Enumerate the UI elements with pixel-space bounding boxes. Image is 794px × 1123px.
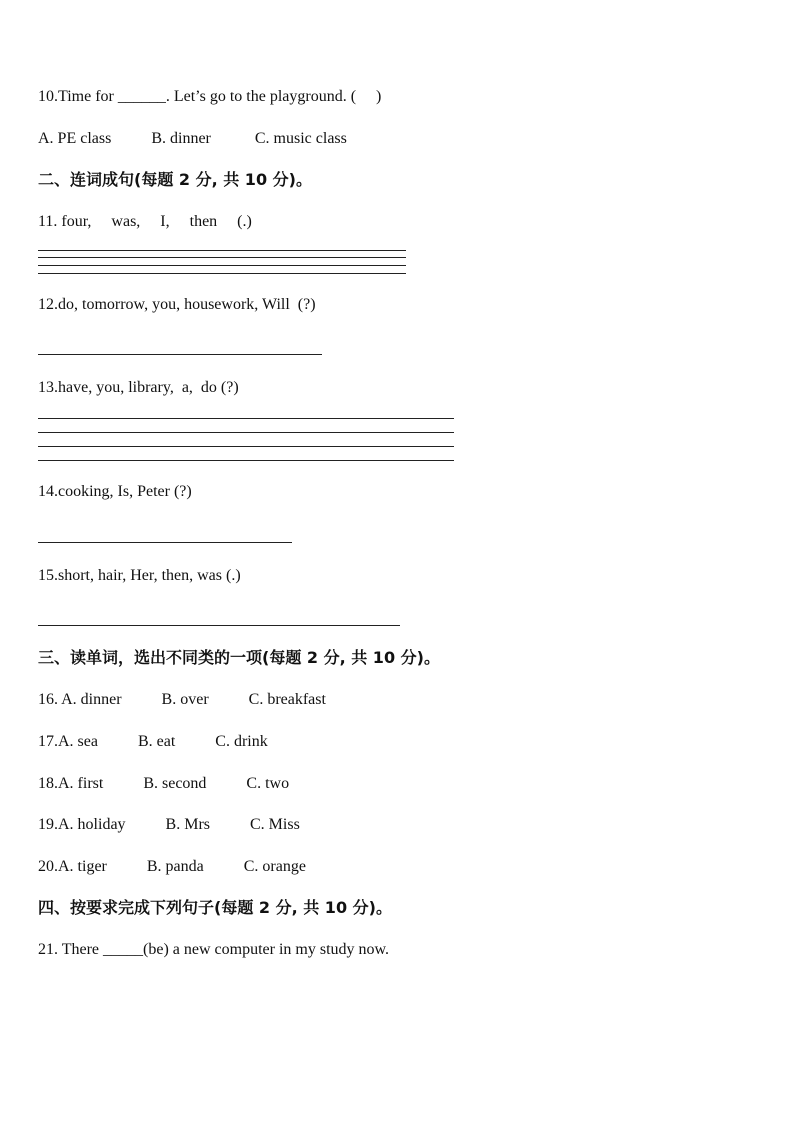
question-21: 21. There _____(be) a new computer in my study now.: [38, 941, 390, 958]
answer-line[interactable]: [38, 625, 400, 626]
question-19: 19.A. holiday B. Mrs C. Miss: [38, 816, 300, 833]
section-2-heading: 二、连词成句(每题 2 分, 共 10 分)。: [38, 170, 312, 189]
answer-line[interactable]: [38, 418, 454, 419]
answer-line[interactable]: [38, 542, 292, 543]
question-12: 12.do, tomorrow, you, housework, Will (?): [38, 296, 316, 313]
question-11: 11. four, was, I, then (.): [38, 213, 252, 230]
section-4-heading: 四、按要求完成下列句子(每题 2 分, 共 10 分)。: [38, 898, 392, 917]
question-15: 15.short, hair, Her, then, was (.): [38, 567, 241, 584]
answer-line[interactable]: [38, 250, 406, 251]
answer-line[interactable]: [38, 432, 454, 433]
answer-line[interactable]: [38, 273, 406, 274]
question-17: 17.A. sea B. eat C. drink: [38, 733, 268, 750]
answer-line[interactable]: [38, 257, 406, 258]
answer-line[interactable]: [38, 265, 406, 266]
question-20: 20.A. tiger B. panda C. orange: [38, 858, 306, 875]
question-16: 16. A. dinner B. over C. breakfast: [38, 691, 326, 708]
question-13: 13.have, you, library, a, do (?): [38, 379, 239, 396]
answer-line[interactable]: [38, 354, 322, 355]
question-10: 10.Time for ______. Let’s go to the playground. ( ): [38, 88, 382, 105]
section-3-heading: 三、读单词，选出不同类的一项(每题 2 分, 共 10 分)。: [38, 648, 440, 667]
question-14: 14.cooking, Is, Peter (?): [38, 483, 192, 500]
answer-line[interactable]: [38, 460, 454, 461]
question-18: 18.A. first B. second C. two: [38, 775, 290, 792]
answer-line[interactable]: [38, 446, 454, 447]
question-10-options: A. PE class B. dinner C. music class: [38, 130, 347, 147]
